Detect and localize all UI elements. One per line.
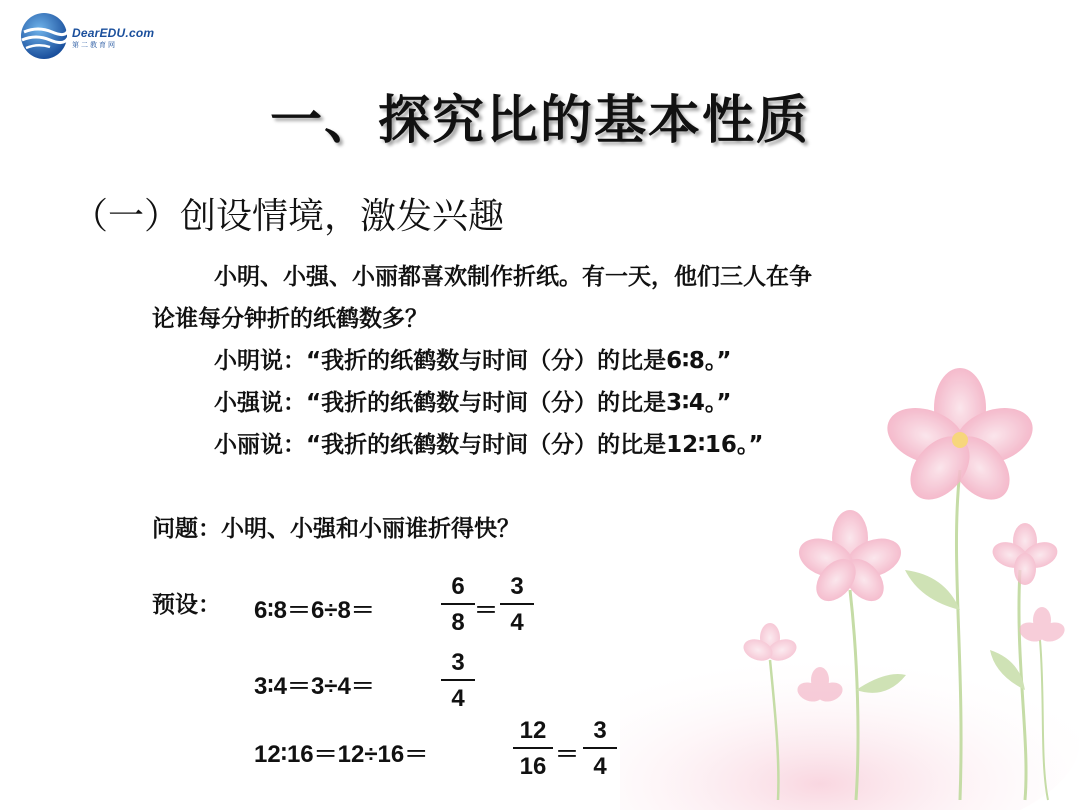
equation-3-expr: 12∶16＝12÷16＝ [254, 741, 429, 768]
fraction-3-4 [441, 649, 475, 713]
slide-title: 一、探究比的基本性质 [269, 91, 810, 151]
preset-label: 预设： [152, 592, 221, 618]
equals-sign: ＝ [474, 597, 498, 624]
fraction-bar [500, 603, 534, 605]
equation-1-expr: 6∶8＝6÷8＝ [254, 597, 375, 624]
logo-brand: DearEDU.com [72, 26, 155, 40]
xiaoli-quote: 小丽说：“我折的纸鹤数与时间（分）的比是12∶16。” [214, 432, 764, 458]
fraction-bar [441, 679, 475, 681]
story-line-1: 小明、小强、小丽都喜欢制作折纸。有一天，他们三人在争 [214, 264, 812, 290]
equation-2-expr: 3∶4＝3÷4＝ [254, 673, 375, 700]
fraction-numerator: 3 [451, 649, 465, 676]
fraction-denominator: 4 [510, 609, 524, 636]
fraction-numerator: 3 [593, 717, 607, 744]
fraction-bar [583, 747, 617, 749]
logo-tagline: 第二教育网 [72, 41, 117, 49]
fraction-numerator: 6 [451, 573, 465, 600]
fraction-denominator: 8 [451, 609, 465, 636]
globe-icon [18, 10, 70, 62]
fraction-3-4 [500, 573, 534, 637]
fraction-denominator: 16 [519, 753, 547, 780]
fraction-3-4 [583, 717, 617, 781]
fraction-bar [441, 603, 475, 605]
dearedu-logo [18, 10, 178, 62]
fraction-denominator: 4 [593, 753, 607, 780]
xiaoming-quote: 小明说：“我折的纸鹤数与时间（分）的比是6∶8。” [214, 348, 732, 374]
section-heading: （一）创设情境，激发兴趣 [72, 196, 505, 237]
fraction-12-16 [513, 717, 553, 781]
question: 问题：小明、小强和小丽谁折得快？ [152, 516, 520, 542]
equals-sign: ＝ [555, 741, 579, 768]
fraction-denominator: 4 [451, 685, 465, 712]
fraction-numerator: 3 [510, 573, 524, 600]
xiaoqiang-quote: 小强说：“我折的纸鹤数与时间（分）的比是3∶4。” [214, 390, 732, 416]
story-line-2: 论谁每分钟折的纸鹤数多？ [152, 306, 428, 332]
fraction-6-8 [441, 573, 475, 637]
fraction-bar [513, 747, 553, 749]
fraction-numerator: 12 [519, 717, 547, 744]
